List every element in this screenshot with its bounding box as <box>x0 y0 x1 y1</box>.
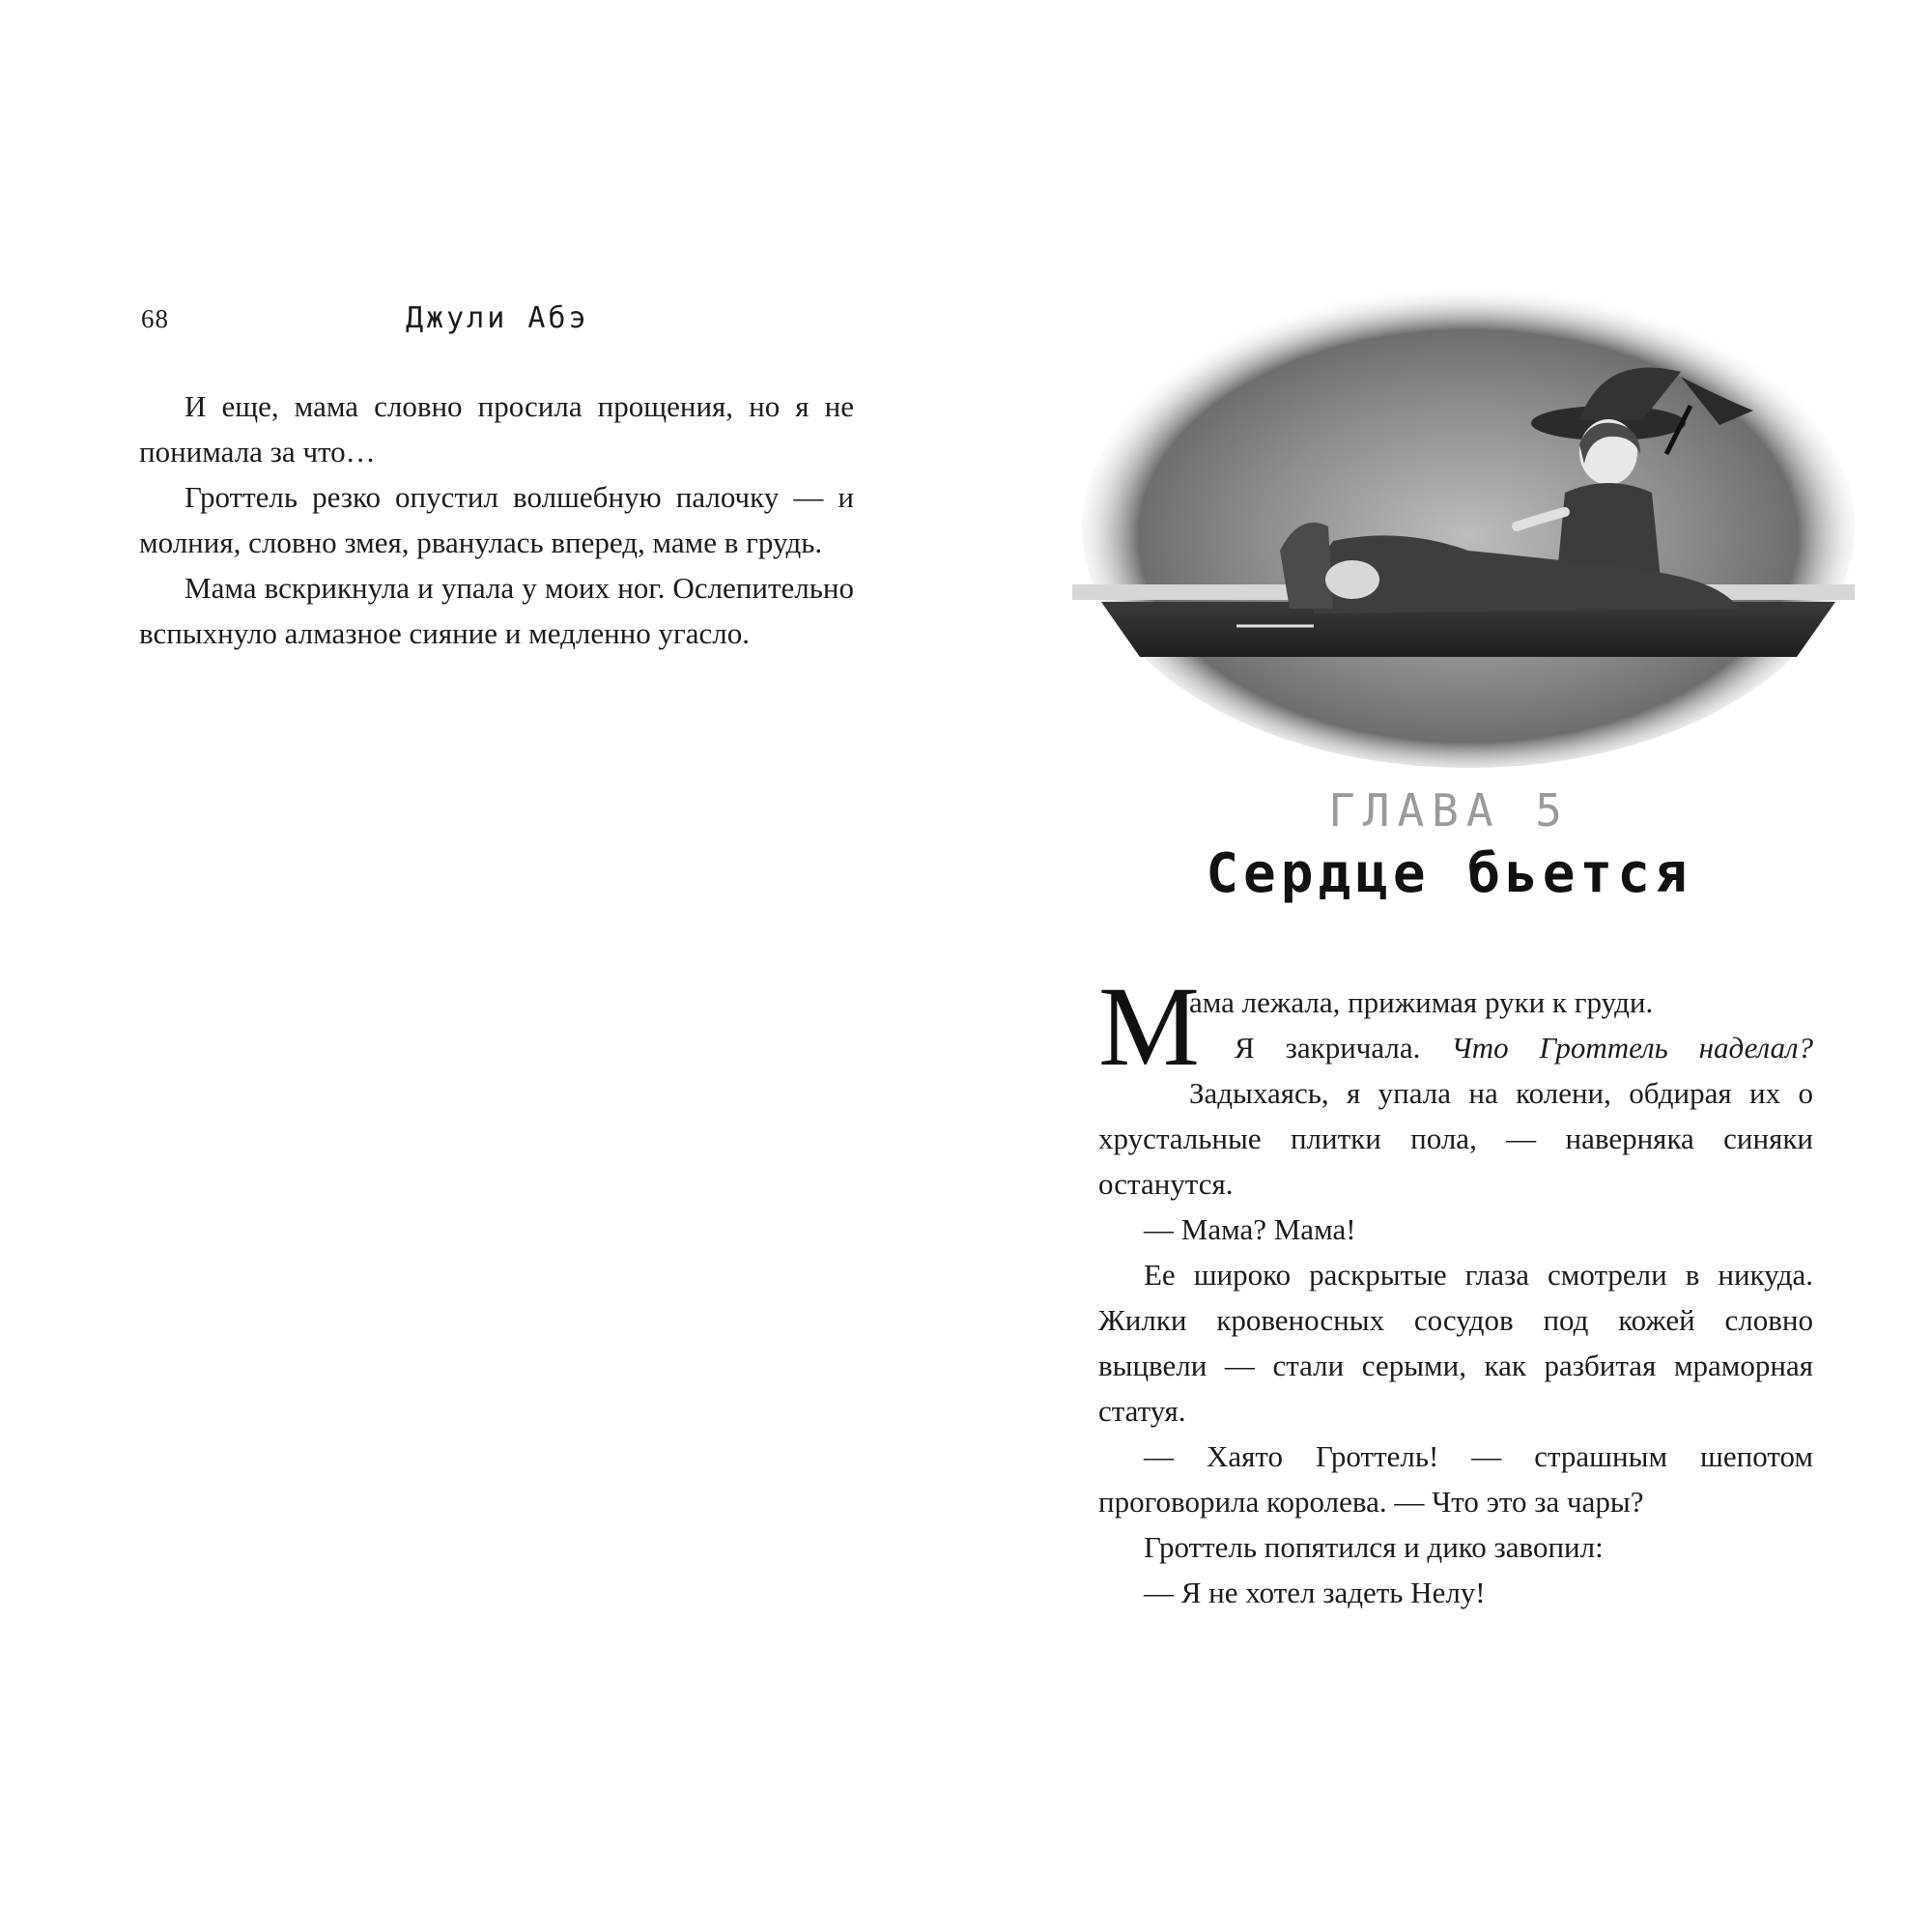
left-page-body <box>139 384 854 656</box>
paragraph-text: Задыхаясь, я упала на колени, обдирая их о хрустальные плитки пола, — наверняка синяки останутся. <box>1098 1076 1813 1201</box>
drop-cap: М <box>1098 963 1200 1090</box>
dialogue-line: — Хаято Гроттель! — страшным шепотом проговорила королева. — Что это за чары? <box>1098 1439 1813 1519</box>
chapter-illustration <box>1063 319 1864 744</box>
dialogue-line: — Мама? Мама! <box>1144 1212 1356 1246</box>
background-glow <box>1082 285 1855 768</box>
paragraph-text: Я закричала. <box>1235 1031 1452 1065</box>
dialogue-line: — Я не хотел задеть Нелу! <box>1144 1576 1486 1609</box>
first-paragraph-text: ама лежала, прижимая руки к груди. <box>1189 985 1654 1019</box>
chapter-label: ГЛАВА 5 <box>1328 784 1570 837</box>
right-page-body <box>1098 963 1813 1615</box>
fallen-mother-face <box>1325 560 1379 599</box>
paragraph: Ее широко раскрытые глаза смотрели в никуда. Жилки кровеносных сосудов под кожей словно выцвели — стали серыми, как разбитая мраморная статуя. <box>1098 1258 1813 1428</box>
italic-thought: Что Гроттель наделал? <box>1451 1031 1813 1065</box>
right-page <box>966 0 1932 1932</box>
paragraph: Мама вскрикнула и упала у моих ног. Ослепительно вспыхнуло алмазное сияние и медленно угасло. <box>139 571 854 650</box>
running-head-author: Джули Абэ <box>406 301 589 335</box>
page-number: 68 <box>141 304 169 333</box>
chapter-title: Сердце бьется <box>1206 842 1692 905</box>
paragraph: Гроттель попятился и дико завопил: <box>1144 1530 1604 1564</box>
paragraph: Гроттель резко опустил волшебную палочку — и молния, словно змея, рванулась вперед, маме в грудь. <box>139 480 854 559</box>
paragraph <box>1098 1025 1813 1207</box>
paragraph: И еще, мама словно просила прощения, но я не понимала за что… <box>139 389 854 469</box>
